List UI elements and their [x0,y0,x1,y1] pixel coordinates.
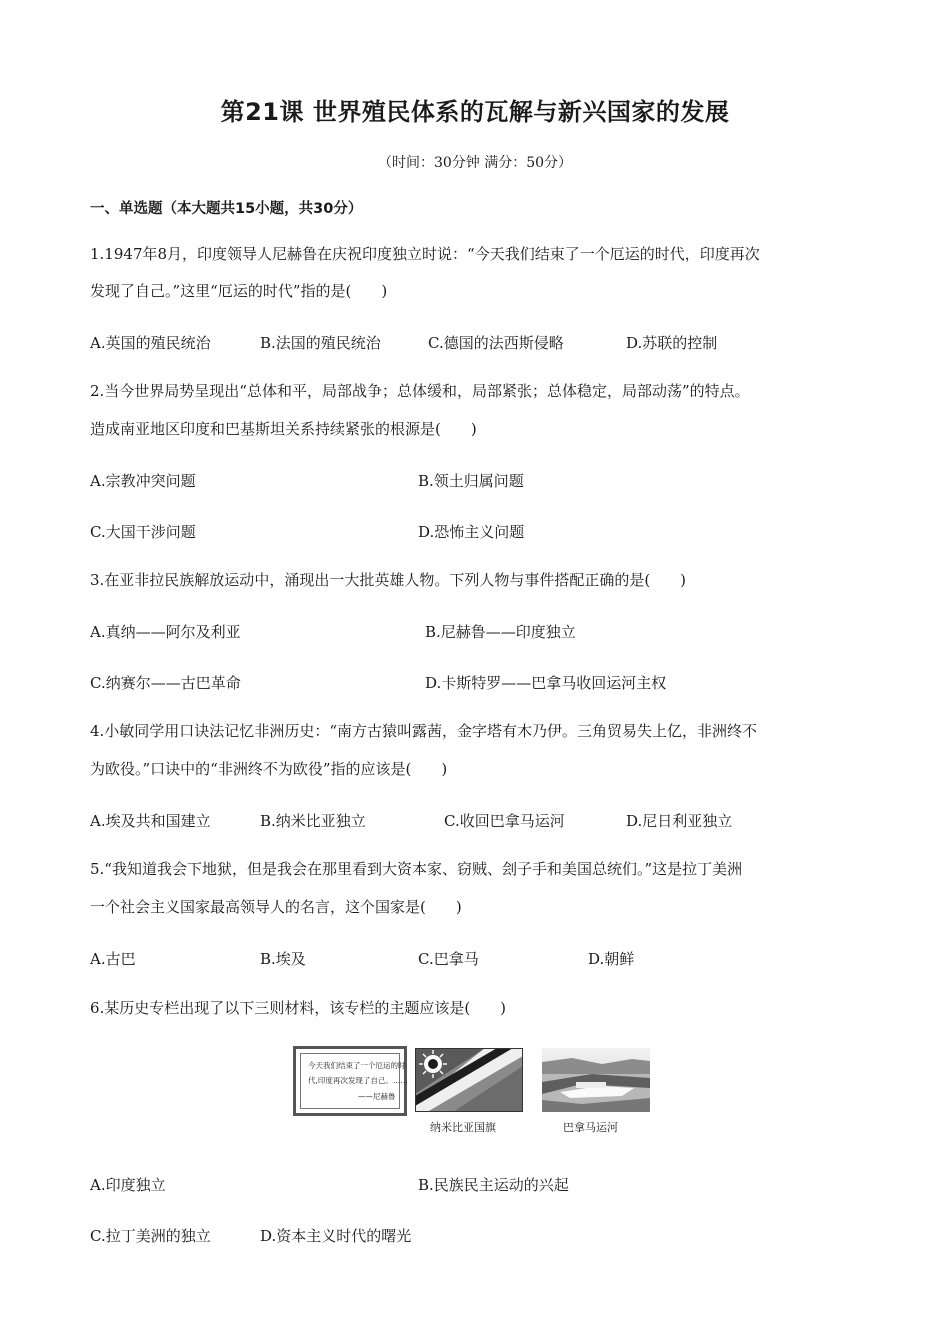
question-text: 1.1947年8月，印度领导人尼赫鲁在庆祝印度独立时说：“今天我们结束了一个厄运的时代，印度再次 [90,245,760,263]
option-c[interactable]: C.德国的法西斯侵略 [428,334,564,352]
materials-figure [293,1046,663,1138]
option-d[interactable]: D.卡斯特罗——巴拿马收回运河主权 [425,674,667,692]
option-b[interactable]: B.民族民主运动的兴起 [418,1176,569,1194]
exam-info: （时间：30分钟 满分：50分） [377,155,573,171]
option-c[interactable]: C.巴拿马 [418,950,479,968]
option-c[interactable]: C.大国干涉问题 [90,523,196,541]
option-b[interactable]: B.尼赫鲁——印度独立 [425,623,576,641]
question-text: 造成南亚地区印度和巴基斯坦关系持续紧张的根源是( ) [90,420,477,438]
option-a[interactable]: A.古巴 [90,950,136,968]
option-b[interactable]: B.领土归属问题 [418,472,524,490]
question-text: 一个社会主义国家最高领导人的名言，这个国家是( ) [90,898,462,916]
option-d[interactable]: D.苏联的控制 [626,334,718,352]
quote-card [293,1046,407,1116]
flag-caption: 纳米比亚国旗 [430,1121,496,1134]
question-text: 6.某历史专栏出现了以下三则材料，该专栏的主题应该是( ) [90,999,507,1017]
canal-caption: 巴拿马运河 [563,1121,618,1134]
option-a[interactable]: A.印度独立 [90,1176,166,1194]
option-c[interactable]: C.拉丁美洲的独立 [90,1227,211,1245]
option-a[interactable]: A.英国的殖民统治 [90,334,211,352]
quote-text: 代,印度再次发现了自己。…… [308,1076,408,1085]
question-text: 为欧役。”口诀中的“非洲终不为欧役”指的应该是( ) [90,760,448,778]
option-b[interactable]: B.法国的殖民统治 [260,334,381,352]
option-d[interactable]: D.尼日利亚独立 [626,812,733,830]
option-c[interactable]: C.收回巴拿马运河 [444,812,565,830]
option-c[interactable]: C.纳赛尔——古巴革命 [90,674,241,692]
option-a[interactable]: A.真纳——阿尔及利亚 [90,623,241,641]
option-a[interactable]: A.宗教冲突问题 [90,472,196,490]
panama-canal-image [542,1048,650,1112]
quote-author: ——尼赫鲁 [358,1092,396,1101]
option-d[interactable]: D.朝鲜 [588,950,635,968]
question-text: 5.“我知道我会下地狱，但是我会在那里看到大资本家、窃贼、刽子手和美国总统们。”这是拉丁美洲 [90,860,743,878]
section-heading: 一、单选题（本大题共15小题，共30分） [90,201,363,217]
option-d[interactable]: D.资本主义时代的曙光 [260,1227,412,1245]
question-text: 2.当今世界局势呈现出“总体和平，局部战争；总体缓和，局部紧张；总体稳定，局部动荡”的特点。 [90,382,750,400]
option-b[interactable]: B.纳米比亚独立 [260,812,366,830]
question-text: 发现了自己。”这里“厄运的时代”指的是( ) [90,282,388,300]
quote-text: 今天我们结束了一个厄运的时 [308,1061,406,1070]
question-text: 4.小敏同学用口诀法记忆非洲历史：“南方古猿叫露茜，金字塔有木乃伊。三角贸易失上亿，非洲终不 [90,722,757,740]
option-b[interactable]: B.埃及 [260,950,306,968]
option-a[interactable]: A.埃及共和国建立 [90,812,211,830]
option-d[interactable]: D.恐怖主义问题 [418,523,525,541]
namibia-flag-image [415,1048,523,1112]
question-text: 3.在亚非拉民族解放运动中，涌现出一大批英雄人物。下列人物与事件搭配正确的是( ) [90,571,687,589]
page-title: 第21课 世界殖民体系的瓦解与新兴国家的发展 [220,98,730,126]
